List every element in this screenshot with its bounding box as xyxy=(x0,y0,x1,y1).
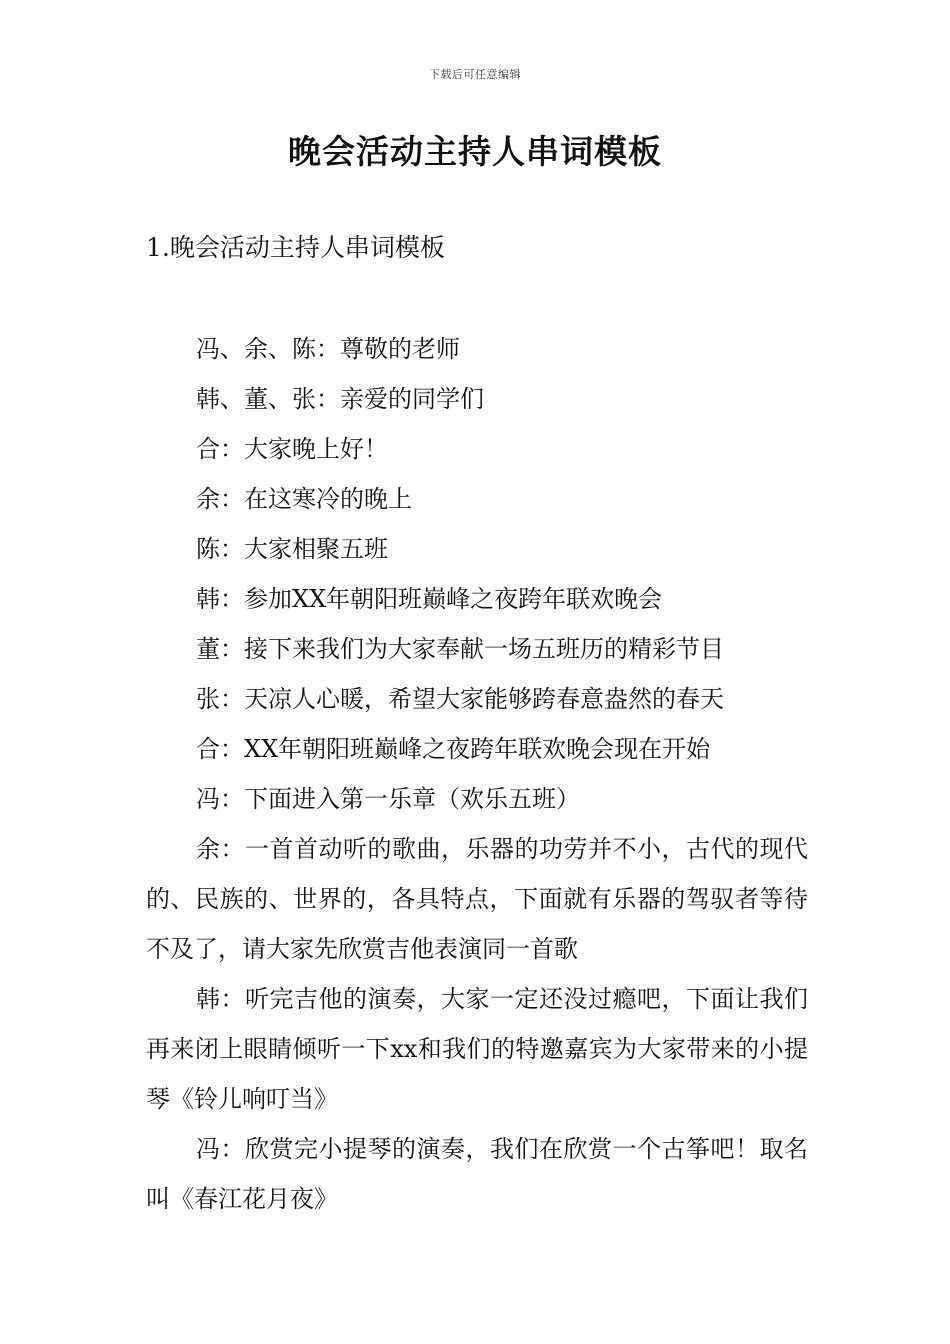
dialogue-line: 冯、余、陈：尊敬的老师 xyxy=(196,335,460,363)
dialogue-line: 陈：大家相聚五班 xyxy=(196,535,388,563)
dialogue-line: 董：接下来我们为大家奉献一场五班历的精彩节目 xyxy=(196,635,724,663)
body-paragraph: 韩：听完吉他的演奏，大家一定还没过瘾吧，下面让我们再来闭上眼睛倾听一下xx和我们的特邀嘉宾为大家带来的小提琴《铃儿响叮当》 xyxy=(146,985,808,1113)
dialogue-line: 合：XX年朝阳班巅峰之夜跨年联欢晚会现在开始 xyxy=(196,735,711,763)
section-heading: 1.晚会活动主持人串词模板 xyxy=(146,233,445,262)
dialogue-line: 韩：参加XX年朝阳班巅峰之夜跨年联欢晚会 xyxy=(196,585,663,613)
document-body xyxy=(146,324,808,1224)
body-paragraph: 余：一首首动听的歌曲，乐器的功劳并不小，古代的现代的、民族的、世界的，各具特点，下面就有乐器的驾驭者等待不及了，请大家先欣赏吉他表演同一首歌 xyxy=(146,835,808,963)
dialogue-line: 韩、董、张：亲爱的同学们 xyxy=(196,385,484,413)
dialogue-line: 冯：下面进入第一乐章（欢乐五班） xyxy=(196,785,580,813)
header-note: 下载后可任意编辑 xyxy=(429,68,521,81)
document-title: 晚会活动主持人串词模板 xyxy=(288,132,662,171)
dialogue-line: 张：天凉人心暖，希望大家能够跨春意盎然的春天 xyxy=(196,685,724,713)
dialogue-line: 余：在这寒冷的晚上 xyxy=(196,485,412,513)
dialogue-line: 合：大家晚上好！ xyxy=(196,435,388,463)
body-paragraph: 冯：欣赏完小提琴的演奏，我们在欣赏一个古筝吧！取名叫《春江花月夜》 xyxy=(146,1135,808,1213)
